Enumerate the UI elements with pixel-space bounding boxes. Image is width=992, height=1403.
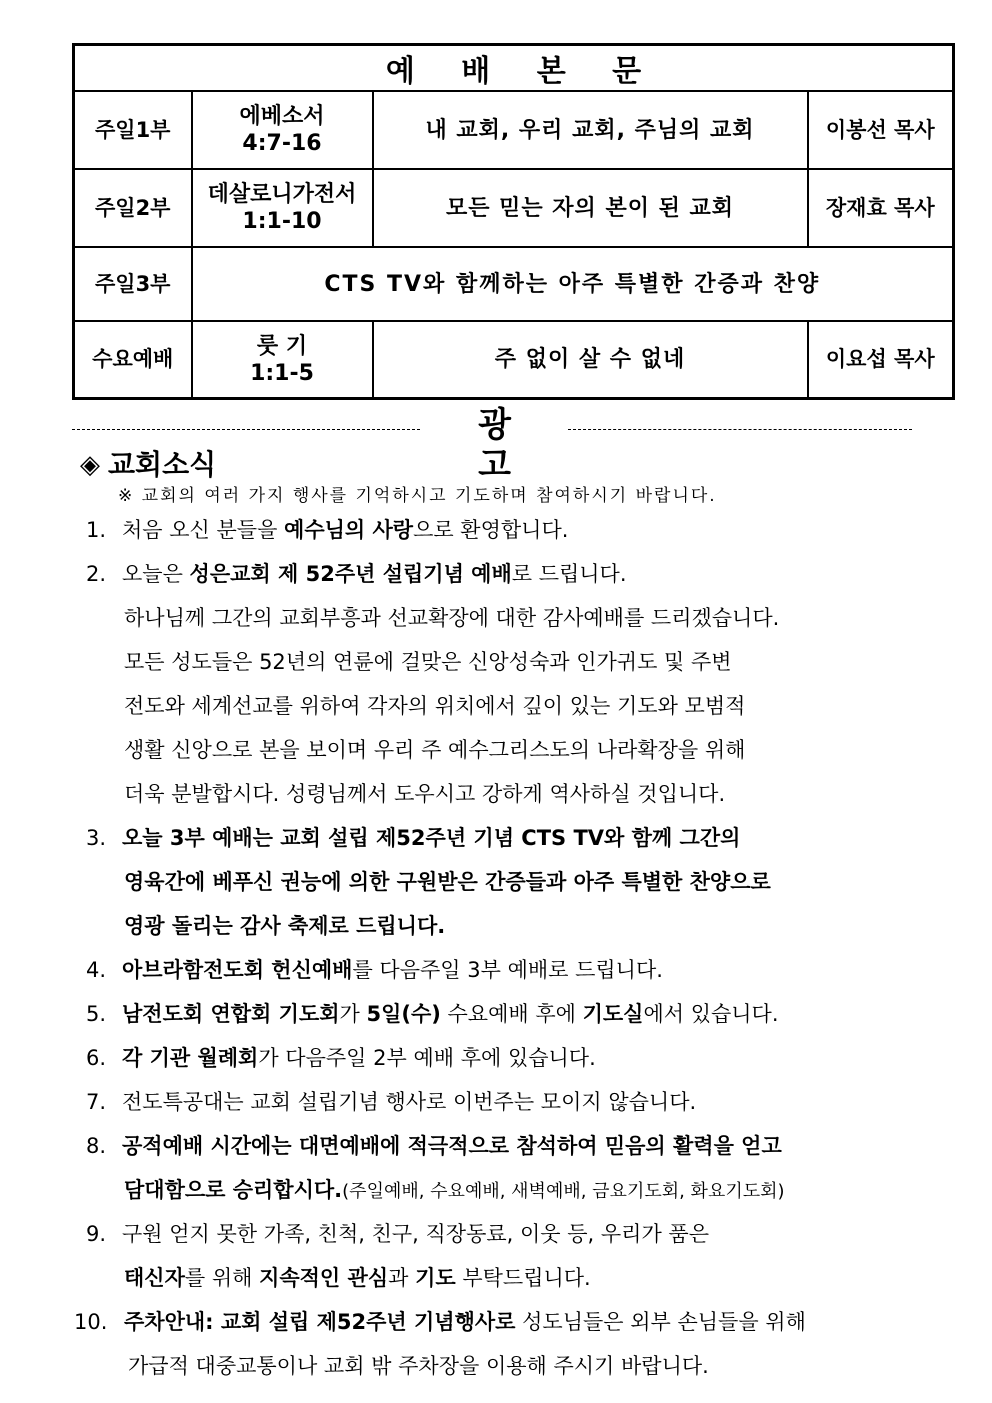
news-item-5	[86, 1000, 779, 1028]
item-text: (주일예배, 수요예배, 새벽예배, 금요기도회, 화요기도회)	[342, 1181, 785, 1202]
service-name: 주일3부	[74, 247, 192, 321]
diamond-bullet-icon: ◈	[80, 450, 100, 480]
news-item-10	[74, 1308, 806, 1336]
news-item-2-line: 더욱 분발합시다. 성령님께서 도우시고 강하게 역사하실 것입니다.	[124, 782, 726, 806]
item-text: 를 위해	[184, 1266, 260, 1290]
sermon-table	[72, 43, 955, 400]
news-item-3	[86, 824, 740, 852]
pastor-name: 장재효 목사	[808, 169, 954, 247]
church-news-note: ※ 교회의 여러 가지 행사를 기억하시고 기도하며 참여하시기 바랍니다.	[118, 486, 717, 506]
news-item-8-line	[124, 1176, 785, 1206]
news-item-2	[86, 560, 627, 588]
table-row	[74, 247, 954, 321]
news-item-2-line: 모든 성도들은 52년의 연륜에 걸맞은 신앙성숙과 인가귀도 및 주변	[124, 650, 732, 674]
announcements-title: 광 고	[478, 405, 541, 485]
item-text: 가 다음주일 2부 예배 후에 있습니다.	[258, 1046, 596, 1070]
item-text: 를 다음주일 3부 예배로 드립니다.	[352, 958, 663, 982]
news-item-7	[86, 1088, 696, 1116]
item-text: 수요예배 후에	[440, 1002, 583, 1026]
item-highlight: 지속적인 관심	[259, 1266, 389, 1290]
table-row	[74, 321, 954, 399]
scripture-book: 데살로니가전서	[207, 182, 357, 207]
news-item-8	[86, 1132, 782, 1160]
church-news-heading	[80, 448, 216, 482]
item-text: 성도님들은 외부 손님들을 위해	[515, 1310, 806, 1334]
item-number: 10.	[74, 1310, 108, 1334]
item-highlight: 주차안내: 교회 설립 제52주년 기념행사로	[124, 1310, 516, 1334]
item-text: 으로 환영합니다.	[413, 518, 569, 542]
service-name: 주일1부	[74, 91, 192, 169]
scripture-book: 에베소서	[239, 104, 325, 129]
news-item-4	[86, 956, 663, 984]
item-text: 에서 있습니다.	[643, 1002, 779, 1026]
item-text: 전도특공대는 교회 설립기념 행사로 이번주는 모이지 않습니다.	[122, 1090, 697, 1114]
item-highlight: 5일(수)	[366, 1002, 441, 1026]
item-highlight: 태신자	[124, 1266, 185, 1290]
item-number: 2.	[86, 562, 107, 586]
item-text: 부탁드립니다.	[455, 1266, 591, 1290]
scripture	[192, 169, 373, 247]
news-item-10-line: 가급적 대중교통이나 교회 밖 주차장을 이용해 주시기 바랍니다.	[128, 1354, 709, 1378]
item-highlight: 오늘 3부 예배는 교회 설립 제52주년 기념 CTS TV와 함께 그간의	[122, 826, 741, 850]
item-text: 과	[388, 1266, 416, 1290]
scripture	[192, 321, 373, 399]
scripture-ref: 1:1-5	[250, 360, 314, 386]
scripture-ref: 1:1-10	[242, 209, 322, 234]
item-highlight: 기도	[415, 1266, 456, 1290]
sermon-title: 주 없이 살 수 없네	[373, 321, 808, 399]
item-number: 4.	[86, 958, 107, 982]
sermon-title: 모든 믿는 자의 본이 된 교회	[373, 169, 808, 247]
sermon-table-heading: 예 배 본 문	[74, 45, 954, 92]
scripture	[192, 91, 373, 169]
news-item-2-line: 전도와 세계선교를 위하여 각자의 위치에서 깊이 있는 기도와 모범적	[124, 694, 746, 718]
church-news-title: 교회소식	[108, 448, 217, 481]
service-name: 수요예배	[74, 321, 192, 399]
news-item-1	[86, 516, 568, 544]
item-text: 가	[339, 1002, 367, 1026]
pastor-name: 이봉선 목사	[808, 91, 954, 169]
news-item-3-line	[124, 912, 445, 940]
item-text: 오늘은	[122, 562, 190, 586]
item-highlight: 영육간에 베푸신 권능에 의한 구원받은 간증들과 아주 특별한 찬양으로	[124, 870, 771, 894]
news-item-6	[86, 1044, 596, 1072]
item-number: 8.	[86, 1134, 107, 1158]
table-row	[74, 91, 954, 169]
table-row	[74, 169, 954, 247]
item-number: 1.	[86, 518, 107, 542]
item-text: 구원 얻지 못한 가족, 친척, 친구, 직장동료, 이웃 등, 우리가 품은	[122, 1222, 709, 1246]
pastor-name: 이요섭 목사	[808, 321, 954, 399]
news-item-2-line: 생활 신앙으로 본을 보이며 우리 주 예수그리스도의 나라확장을 위해	[124, 738, 746, 762]
news-item-9	[86, 1220, 709, 1248]
news-item-3-line	[124, 868, 771, 896]
item-number: 9.	[86, 1222, 107, 1246]
item-text: 처음 오신 분들을	[122, 518, 285, 542]
item-highlight: 담대함으로 승리합시다.	[124, 1178, 343, 1202]
news-item-2-line: 하나님께 그간의 교회부흥과 선교확장에 대한 감사예배를 드리겠습니다.	[124, 606, 780, 630]
item-highlight: 아브라함전도회 헌신예배	[122, 958, 353, 982]
item-number: 7.	[86, 1090, 107, 1114]
dashed-divider	[568, 429, 912, 430]
news-item-9-line	[124, 1264, 591, 1292]
item-number: 5.	[86, 1002, 107, 1026]
item-highlight: 예수님의 사랑	[284, 518, 414, 542]
item-number: 3.	[86, 826, 107, 850]
item-highlight: 기도실	[582, 1002, 644, 1026]
item-highlight: 영광 돌리는 감사 축제로 드립니다.	[124, 914, 446, 938]
item-highlight: 각 기관 월례회	[122, 1046, 259, 1070]
sermon-title: CTS TV와 함께하는 아주 특별한 간증과 찬양	[192, 247, 954, 321]
sermon-title: 내 교회, 우리 교회, 주님의 교회	[373, 91, 808, 169]
scripture-ref: 4:7-16	[242, 131, 322, 156]
item-highlight: 공적예배 시간에는 대면예배에 적극적으로 참석하여 믿음의 활력을 얻고	[122, 1134, 782, 1158]
item-highlight: 성은교회 제 52주년 설립기념 예배	[189, 562, 512, 586]
service-name: 주일2부	[74, 169, 192, 247]
item-text: 로 드립니다.	[511, 562, 627, 586]
item-number: 6.	[86, 1046, 107, 1070]
dashed-divider	[72, 429, 420, 430]
item-highlight: 남전도회 연합회 기도회	[122, 1002, 340, 1026]
scripture-book: 룻 기	[256, 333, 308, 359]
